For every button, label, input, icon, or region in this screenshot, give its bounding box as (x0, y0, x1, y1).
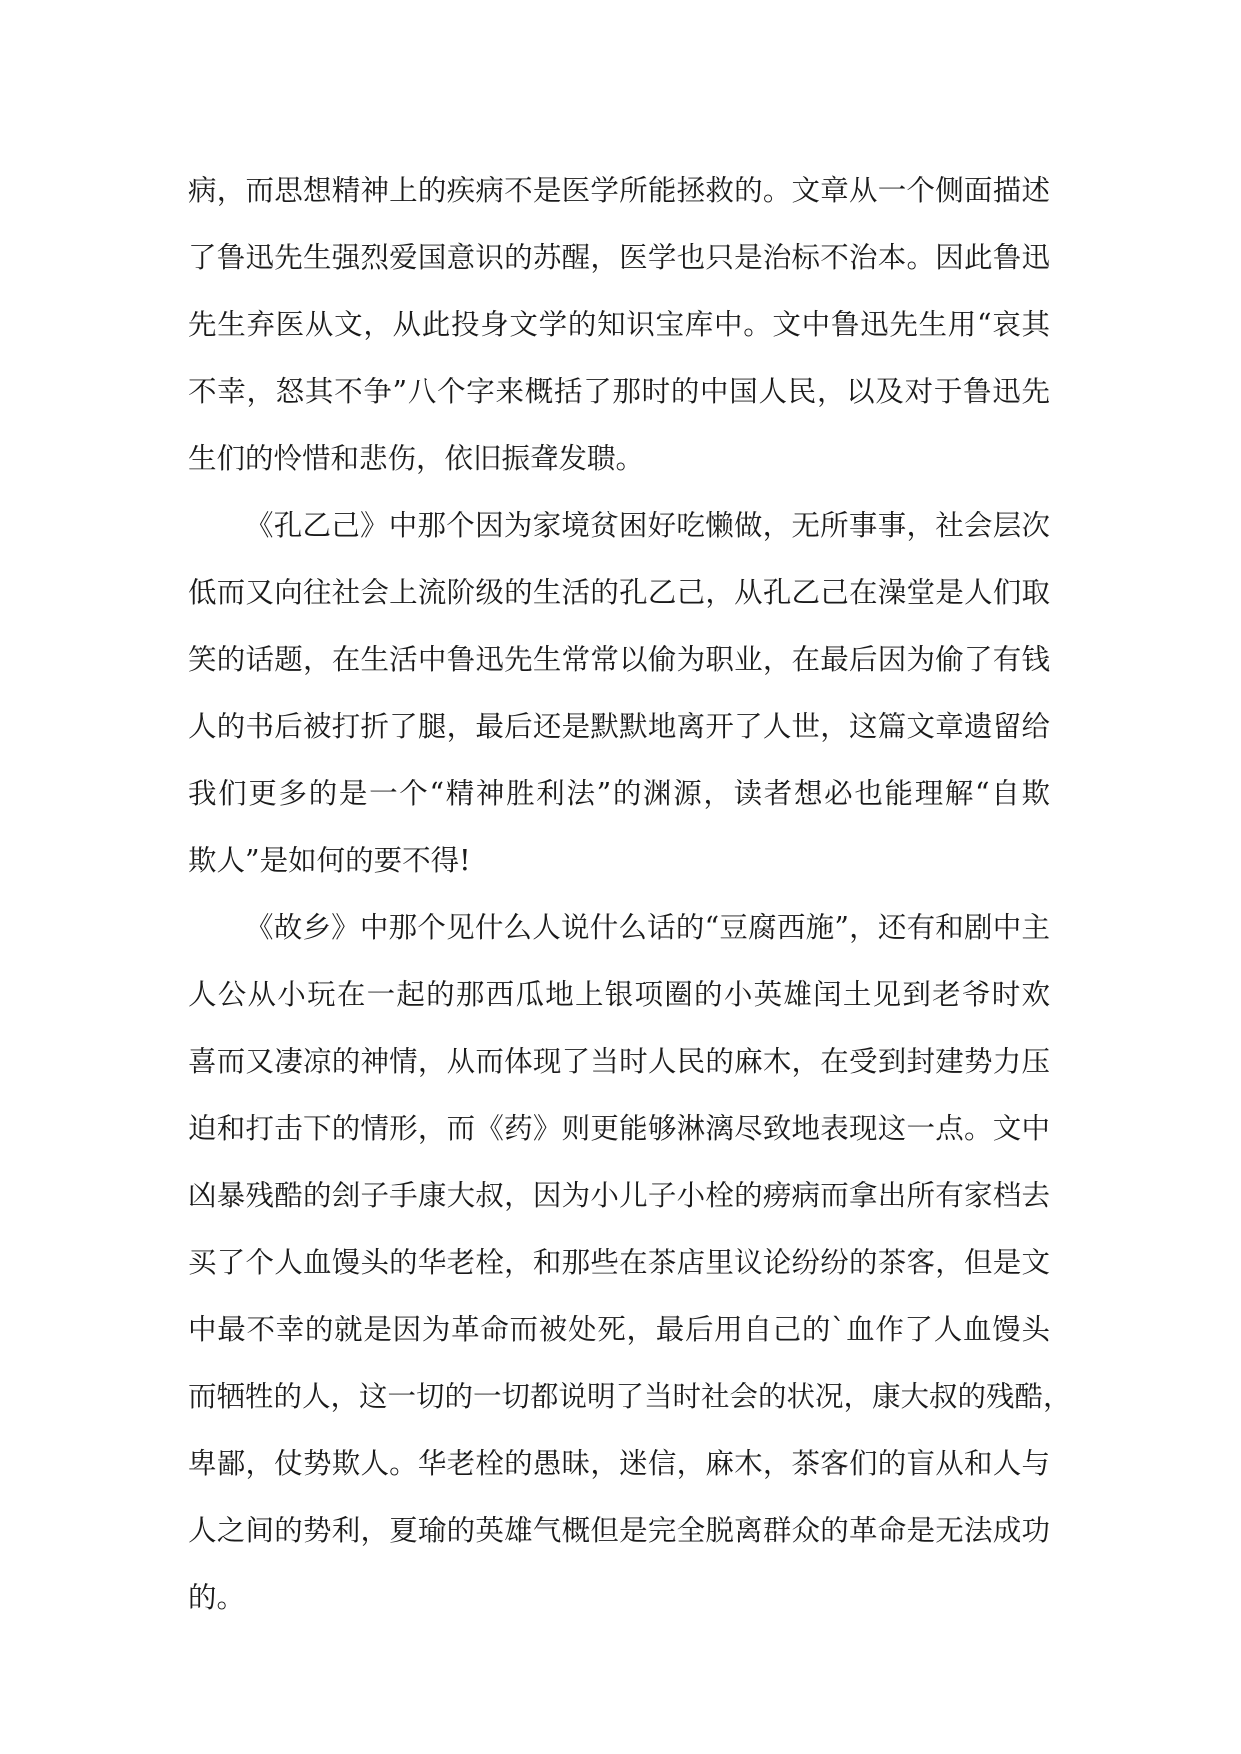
text-line: 《故乡》中那个见什么人说什么话的“豆腐西施”，还有和剧中主 (245, 911, 1050, 944)
text-line: 先生弃医从文，从此投身文学的知识宝库中。文中鲁迅先生用“哀其 (188, 308, 1050, 341)
text-line: 欺人”是如何的要不得! (188, 844, 471, 877)
text-line: 生们的怜惜和悲伤，依旧振聋发聩。 (188, 442, 645, 475)
text-line: 卑鄙，仗势欺人。华老栓的愚昧，迷信，麻木，茶客们的盲从和人与 (188, 1447, 1050, 1480)
text-line: 病，而思想精神上的疾病不是医学所能拯救的。文章从一个侧面描述 (188, 174, 1050, 207)
text-line: 中最不幸的就是因为革命而被处死，最后用自己的`血作了人血馒头 (188, 1313, 1050, 1346)
text-line: 我们更多的是一个“精神胜利法”的渊源，读者想必也能理解“自欺 (188, 777, 1050, 810)
text-line: 人的书后被打折了腿，最后还是默默地离开了人世，这篇文章遗留给 (188, 710, 1050, 743)
text-line: 喜而又凄凉的神情，从而体现了当时人民的麻木，在受到封建势力压 (188, 1045, 1050, 1078)
text-line: 了鲁迅先生强烈爱国意识的苏醒，医学也只是治标不治本。因此鲁迅 (188, 241, 1050, 274)
text-line: 凶暴残酷的刽子手康大叔，因为小儿子小栓的痨病而拿出所有家档去 (188, 1179, 1050, 1212)
paragraph-2 (188, 492, 1050, 894)
text-line: 低而又向往社会上流阶级的生活的孔乙己，从孔乙己在澡堂是人们取 (188, 576, 1050, 609)
text-line: 买了个人血馒头的华老栓，和那些在茶店里议论纷纷的茶客，但是文 (188, 1246, 1050, 1279)
text-line: 笑的话题，在生活中鲁迅先生常常以偷为职业，在最后因为偷了有钱 (188, 643, 1050, 676)
text-line: 《孔乙己》中那个因为家境贫困好吃懒做，无所事事，社会层次 (245, 509, 1050, 542)
text-line: 而牺牲的人，这一切的一切都说明了当时社会的状况，康大叔的残酷， (188, 1380, 1072, 1413)
text-line: 的。 (188, 1581, 246, 1614)
text-line: 人公从小玩在一起的那西瓜地上银项圈的小英雄闰土见到老爷时欢 (188, 978, 1050, 1011)
text-line: 不幸，怒其不争”八个字来概括了那时的中国人民，以及对于鲁迅先 (188, 375, 1050, 408)
paragraph-1 (188, 157, 1050, 492)
text-line: 迫和打击下的情形，而《药》则更能够淋漓尽致地表现这一点。文中 (188, 1112, 1050, 1145)
text-line: 人之间的势利，夏瑜的英雄气概但是完全脱离群众的革命是无法成功 (188, 1514, 1050, 1547)
paragraph-3 (188, 894, 1072, 1631)
document-body (188, 157, 1072, 1631)
